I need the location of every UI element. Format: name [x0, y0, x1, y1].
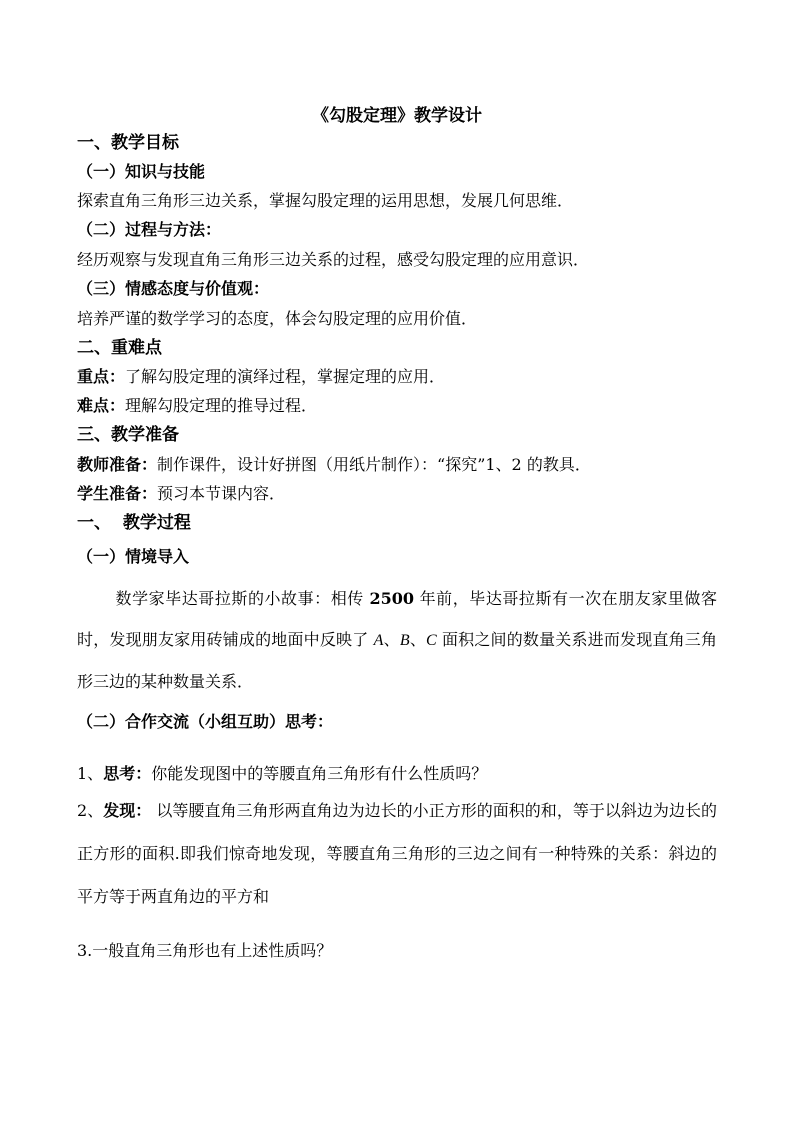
section-heading-key-points: 二、重难点	[77, 338, 162, 358]
key-point-line	[77, 367, 445, 387]
section-heading-objectives: 一、教学目标	[77, 133, 179, 153]
area-a-label: A	[373, 632, 384, 649]
key-point-text: 了解勾股定理的演绎过程，掌握定理的应用．	[125, 367, 446, 386]
question-1: 1、思考：你能发现图中的等腰直角三角形有什么性质吗？	[77, 764, 488, 783]
difficulty-text: 理解勾股定理的推导过程．	[125, 396, 318, 415]
subheading-introduction: （一）情境导入	[77, 547, 190, 566]
teacher-prep-text: 制作课件，设计好拼图（用纸片制作）：“探究”1、2 的教具．	[157, 455, 591, 474]
difficulty-label: 难点：	[77, 396, 126, 415]
teacher-prep-line	[77, 455, 591, 475]
key-point-label: 重点：	[77, 367, 126, 386]
subheading-cooperation: （二）合作交流（小组互助）思考：	[77, 712, 334, 731]
subheading-attitude: （三）情感态度与价值观：	[77, 279, 270, 298]
question-3: 3.一般直角三角形也有上述性质吗？	[77, 941, 333, 960]
student-prep-label: 学生准备：	[77, 484, 158, 503]
section-heading-preparation: 三、教学准备	[77, 425, 179, 445]
subheading-knowledge: （一）知识与技能	[77, 162, 206, 181]
discovery-label: 发现：	[103, 801, 152, 820]
student-prep-line	[77, 484, 285, 504]
text-attitude: 培养严谨的数学学习的态度，体会勾股定理的应用价值．	[77, 309, 478, 328]
teacher-prep-label: 教师准备：	[77, 455, 158, 474]
document-title: 《勾股定理》教学设计	[312, 106, 482, 126]
story-paragraph: 数学家毕达哥拉斯的小故事：相传 2500 年前，毕达哥拉斯有一次在朋友家里做客时，发现朋友家用砖铺成的地面中反映了 A、B、C 面积之间的数量关系进而发现直角三角形三边的某种数量关系．	[77, 589, 717, 691]
year-value: 2500	[369, 589, 414, 608]
difficulty-line	[77, 396, 317, 416]
subheading-process: （二）过程与方法：	[77, 220, 222, 239]
discovery-paragraph: 2、发现： 以等腰直角三角形两直角边为边长的小正方形的面积的和，等于以斜边为边长的正方形的面积.即我们惊奇地发现，等腰直角三角形的三边之间有一种特殊的关系：斜边的平方等于两直角边的平方和	[77, 801, 717, 906]
text-knowledge: 探索直角三角形三边关系，掌握勾股定理的运用思想，发展几何思维．	[77, 191, 574, 210]
area-c-label: C	[426, 632, 437, 649]
student-prep-text: 预习本节课内容．	[157, 484, 286, 503]
section-heading-process: 一、 教学过程	[77, 513, 191, 533]
question-1-label: 思考：	[103, 764, 152, 783]
area-b-label: B	[399, 632, 410, 649]
text-process: 经历观察与发现直角三角形三边关系的过程，感受勾股定理的应用意识．	[77, 250, 590, 269]
